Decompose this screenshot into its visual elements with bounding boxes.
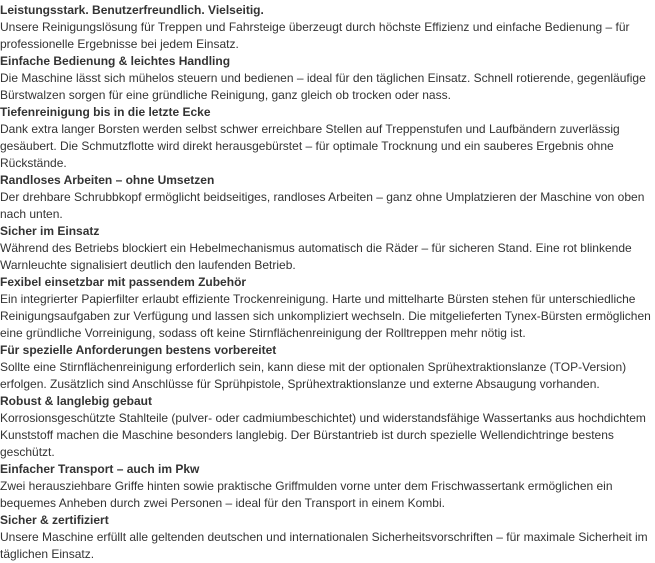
section-handling (0, 53, 655, 104)
section-safety (0, 223, 655, 274)
section-heading: Einfache Bedienung & leichtes Handling (0, 54, 231, 68)
section-body: Sollte eine Stirnflächenreinigung erforderlich sein, kann diese mit der optionalen Sprühextraktionslanze (TOP-Version) erfolgen. Zusätzlich sind Anschlüsse für Sprühpistole, Sprühextraktionslanze und externe Absaugung vorhanden. (0, 360, 627, 391)
section-heading: Für spezielle Anforderungen bestens vorbereitet (0, 343, 277, 357)
section-body: Der drehbare Schrubbkopf ermöglicht beidseitiges, randloses Arbeiten – ganz ohne Umplatzieren der Maschine von oben nach unten. (0, 190, 645, 221)
section-body: Zwei herausziehbare Griffe hinten sowie praktische Griffmulden vorne unter dem Frischwassertank ermöglichen ein bequemes Anheben durch zwei Personen – ideal für den Transport in einem Kombi. (0, 479, 613, 510)
section-body: Unsere Maschine erfüllt alle geltenden deutschen und internationalen Sicherheitsvorschriften – für maximale Sicherheit im täglichen Einsatz. (0, 530, 648, 561)
section-heading: Robust & langlebig gebaut (0, 394, 152, 408)
section-heading: Sicher & zertifiziert (0, 513, 109, 527)
section-robust (0, 393, 655, 461)
section-body: Ein integrierter Papierfilter erlaubt effiziente Trockenreinigung. Harte und mittelharte Bürsten stehen für unterschiedliche Reinigungsaufgaben zur Verfügung und lassen sich unkompliziert wechseln. Die mitgelieferten Tynex-Bürsten ermöglichen eine gründliche Vorreinigung, sodass oft keine Stirnflächenreinigung der Rolltreppen mehr nötig ist. (0, 292, 651, 340)
section-edgeless (0, 172, 655, 223)
section-deep-cleaning (0, 104, 655, 172)
section-special-requirements (0, 342, 655, 393)
section-intro (0, 2, 655, 53)
section-heading: Einfacher Transport – auch im Pkw (0, 462, 200, 476)
section-certified (0, 512, 655, 563)
section-body: Dank extra langer Borsten werden selbst schwer erreichbare Stellen auf Treppenstufen und Laufbändern zuverlässig gesäubert. Die Schmutzflotte wird direkt herausgebürstet – für optimale Trocknung und ein sauberes Ergebnis ohne Rückstände. (0, 122, 620, 170)
section-heading: Randloses Arbeiten – ohne Umsetzen (0, 173, 215, 187)
section-body: Unsere Reinigungslösung für Treppen und Fahrsteige überzeugt durch höchste Effizienz und einfache Bedienung – für professionelle Ergebnisse bei jedem Einsatz. (0, 20, 630, 51)
section-transport (0, 461, 655, 512)
section-body: Während des Betriebs blockiert ein Hebelmechanismus automatisch die Räder – für sicheren Stand. Eine rot blinkende Warnleuchte signalisiert deutlich den laufenden Betrieb. (0, 241, 632, 272)
section-body: Die Maschine lässt sich mühelos steuern und bedienen – ideal für den täglichen Einsatz. Schnell rotierende, gegenläufige Bürstwalzen sorgen für eine gründliche Reinigung, ganz gleich ob trocken oder nass. (0, 71, 646, 102)
section-heading: Tiefenreinigung bis in die letzte Ecke (0, 105, 211, 119)
section-heading: Sicher im Einsatz (0, 224, 100, 238)
section-body: Korrosionsgeschützte Stahlteile (pulver- oder cadmiumbeschichtet) und widerstandsfähige Wassertanks aus hochdichtem Kunststoff machen die Maschine besonders langlebig. Der Bürstantrieb ist durch spezielle Wellendichtringe bestens geschützt. (0, 411, 646, 459)
section-accessories (0, 274, 655, 342)
section-heading: Leistungsstark. Benutzerfreundlich. Vielseitig. (0, 3, 264, 17)
section-heading: Fexibel einsetzbar mit passendem Zubehör (0, 275, 247, 289)
